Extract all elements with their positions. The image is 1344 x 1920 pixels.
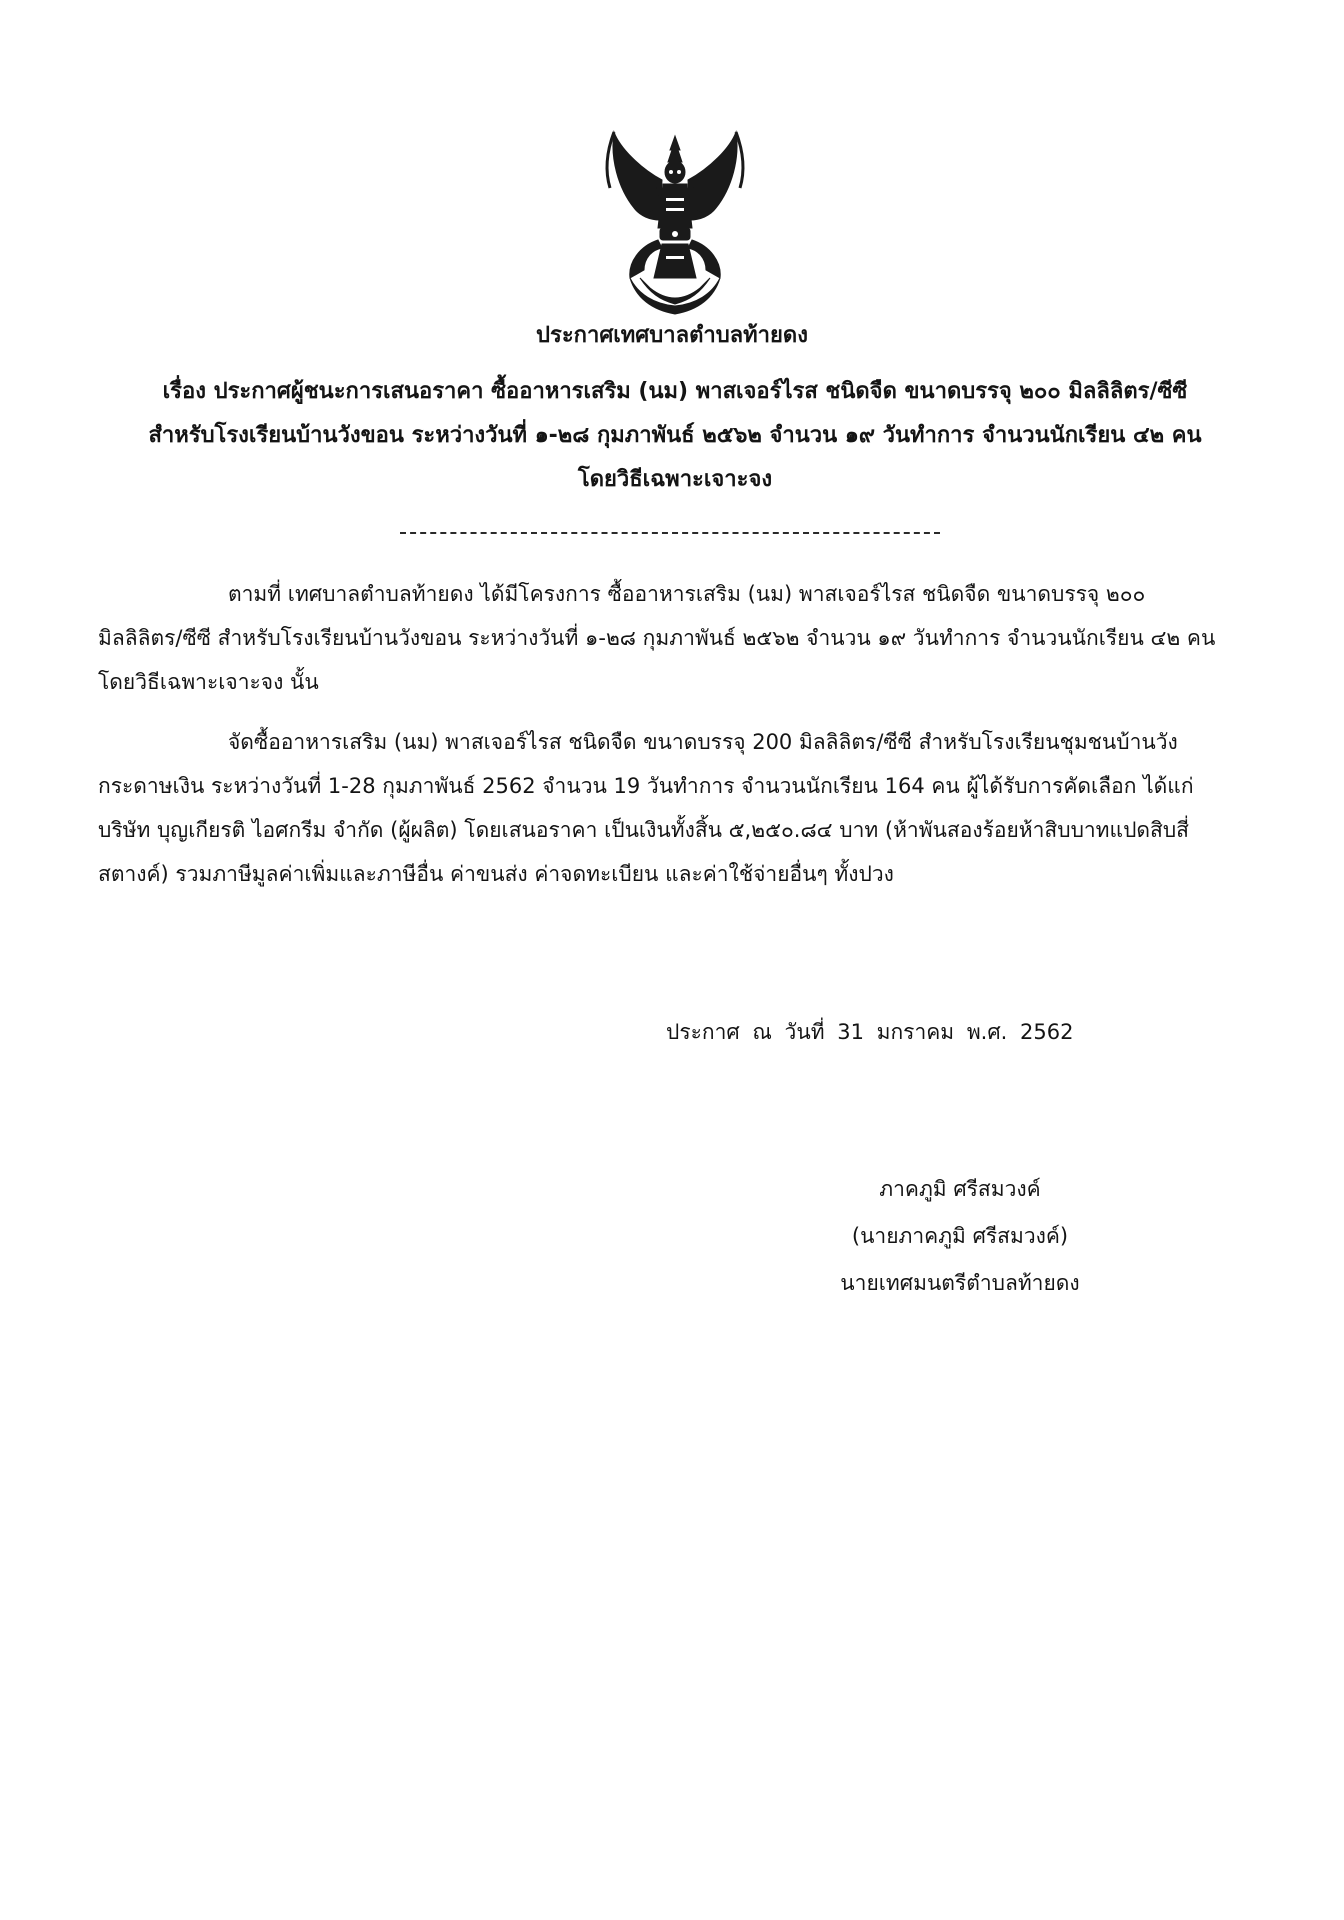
document-title: ประกาศเทศบาลตำบลท้ายดง xyxy=(536,323,808,348)
signature: ภาคภูมิ ศรีสมวงค์ xyxy=(879,1177,1041,1201)
garuda-emblem-icon xyxy=(600,128,750,318)
document-subject: เรื่อง ประกาศผู้ชนะการเสนอราคา ซื้ออาหารเสริม (นม) พาสเจอร์ไรส ชนิดจืด ขนาดบรรจุ ๒๐๐ มิลลิลิตร/ซีซี สำหรับโรงเรียนบ้านวังขอน ระหว่างวันที่ ๑-๒๘ กุมภาพันธ์ ๒๕๖๒ จำนวน ๑๙ วันทำการ จำนวนนักเรียน ๔๒ คน โดยวิธีเฉพาะเจาะจง xyxy=(148,379,1202,492)
body-paragraph-1-text: ตามที่ เทศบาลตำบลท้ายดง ได้มีโครงการ ซื้ออาหารเสริม (นม) พาสเจอร์ไรส ชนิดจืด ขนาดบรรจุ ๒๐๐ มิลลิลิตร/ซีซี สำหรับโรงเรียนบ้านวังขอน ระหว่างวันที่ ๑-๒๘ กุมภาพันธ์ ๒๕๖๒ จำนวน ๑๙ วันทำการ จำนวนนักเรียน ๔๒ คน โดยวิธีเฉพาะเจาะจง นั้น xyxy=(98,582,1216,694)
body-paragraph-2-text: จัดซื้ออาหารเสริม (นม) พาสเจอร์ไรส ชนิดจืด ขนาดบรรจุ 200 มิลลิลิตร/ซีซี สำหรับโรงเรียนชุมชนบ้านวังกระดาษเงิน ระหว่างวันที่ 1-28 กุมภาพันธ์ 2562 จำนวน 19 วันทำการ จำนวนนักเรียน 164 คน ผู้ได้รับการคัดเลือก ได้แก่ บริษัท บุญเกียรติ ไอศกรีม จำกัด (ผู้ผลิต) โดยเสนอราคา เป็นเงินทั้งสิ้น ๕,๒๕๐.๘๔ บาท (ห้าพันสองร้อยห้าสิบบาทแปดสิบสี่สตางค์) รวมภาษีมูลค่าเพิ่มและภาษีอื่น ค่าขนส่ง ค่าจดทะเบียน และค่าใช้จ่ายอื่นๆ ทั้งปวง xyxy=(98,730,1194,886)
signature-block xyxy=(760,1166,1160,1307)
signer-position: นายเทศมนตรีตำบลท้ายดง xyxy=(840,1271,1080,1295)
body-paragraph-2 xyxy=(98,720,1224,896)
separator-line xyxy=(400,532,940,534)
announcement-date: ประกาศ ณ วันที่ 31 มกราคม พ.ศ. 2562 xyxy=(666,1020,1074,1044)
signer-name: (นายภาคภูมิ ศรีสมวงค์) xyxy=(851,1224,1069,1248)
body-paragraph-1 xyxy=(98,572,1224,704)
